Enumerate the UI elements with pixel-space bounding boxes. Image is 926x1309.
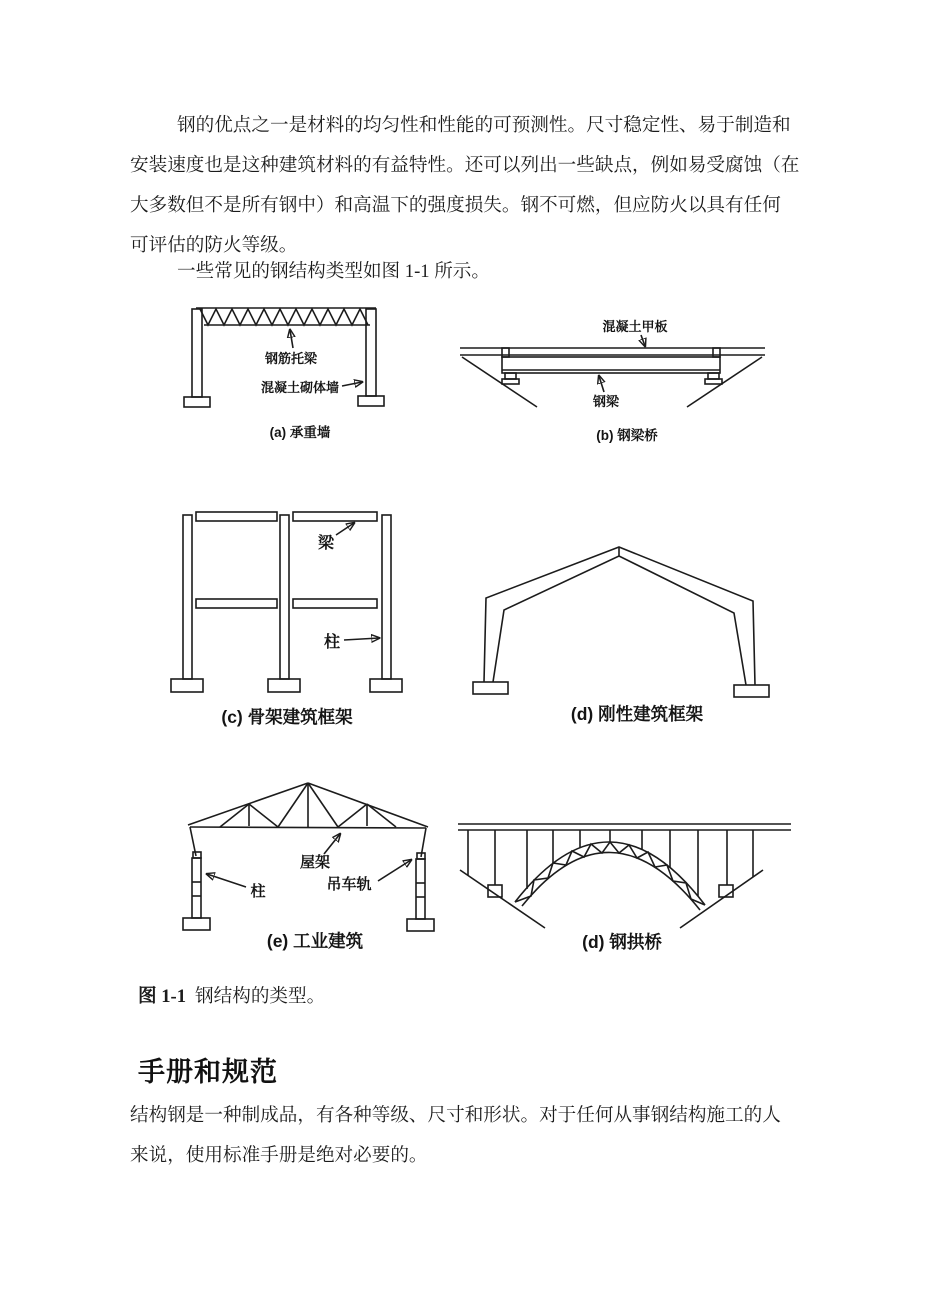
paragraph-line: 钢的优点之一是材料的均匀性和性能的可预测性。尺寸稳定性、易于制造和 — [177, 115, 791, 136]
figure-caption — [138, 982, 325, 1008]
paragraph-steel-advantages — [130, 106, 799, 266]
panel-c-caption: (c) 骨架建筑框架 — [221, 707, 353, 727]
masonry-wall-label: 混凝土砌体墙 — [260, 380, 340, 395]
column-label: 柱 — [250, 883, 266, 900]
panel-industrial-building — [150, 770, 450, 970]
beam-arrow — [336, 523, 354, 535]
crane-rail-arrow — [378, 860, 411, 881]
rigid-frame-outline — [484, 547, 755, 685]
crane-rail-label: 吊车轨 — [326, 876, 372, 893]
panel-arch-bridge — [450, 790, 800, 980]
truss-arch — [515, 842, 705, 910]
figure-caption-text: 钢结构的类型。 — [195, 986, 326, 1007]
rigid-frame-drawing — [460, 505, 800, 735]
bearing-right — [705, 373, 722, 384]
footings — [171, 679, 402, 692]
industrial-building-drawing — [150, 770, 450, 970]
panel-bearing-wall — [150, 298, 410, 446]
panel-d-caption: (d) 刚性建筑框架 — [570, 704, 704, 724]
beam-label: 梁 — [317, 535, 335, 552]
roof-truss-label: 屋架 — [299, 854, 331, 871]
joist-label: 钢筋托梁 — [264, 351, 318, 366]
paragraph-line: 结构钢是一种制成品，有各种等级、尺寸和形状。对于任何从事钢结构施工的人 — [130, 1105, 781, 1126]
joist-arrow — [290, 330, 293, 348]
panel-rigid-frame — [460, 505, 800, 735]
column-arrow — [207, 874, 246, 887]
section-heading-manuals-codes: 手册和规范 — [138, 1057, 278, 1087]
column-arrow — [344, 638, 379, 640]
paragraph-line: 来说，使用标准手册是绝对必要的。 — [130, 1145, 428, 1166]
panel-a-caption: (a) 承重墙 — [269, 425, 331, 440]
panel-f-caption: (d) 钢拱桥 — [582, 932, 662, 952]
roof-truss-arrow — [324, 834, 340, 854]
figure-caption-label: 图 1-1 — [138, 986, 187, 1007]
crane-column-left — [183, 852, 210, 930]
crane-column-right — [407, 853, 434, 931]
skeleton-frame-drawing — [150, 505, 460, 735]
roof-truss — [188, 783, 428, 857]
paragraph-structural-steel — [130, 1096, 781, 1176]
masonry-wall-left — [184, 309, 210, 407]
steel-beam — [502, 348, 720, 373]
hangers-and-piers — [468, 830, 753, 896]
bearing-wall-drawing — [150, 298, 410, 446]
steel-beam-label: 钢梁 — [592, 394, 620, 409]
abutment-slope-right — [687, 357, 762, 407]
bearing-left — [502, 373, 519, 384]
bridge-deck — [458, 824, 791, 830]
bank-slope-left — [460, 870, 545, 928]
panel-beam-bridge — [455, 300, 805, 450]
steel-beam-arrow — [599, 376, 604, 392]
abutment-slope-left — [462, 357, 537, 407]
concrete-deck-label: 混凝土甲板 — [602, 319, 668, 334]
masonry-wall-right — [358, 309, 384, 406]
footings — [473, 682, 769, 697]
masonry-wall-arrow — [342, 382, 362, 386]
panel-b-caption: (b) 钢梁桥 — [596, 428, 658, 443]
column-label: 柱 — [323, 634, 341, 651]
paragraph-line: 可评估的防火等级。 — [130, 235, 298, 256]
paragraph-line: 一些常见的钢结构类型如图 1-1 所示。 — [177, 261, 490, 282]
arch-bridge-drawing — [450, 790, 800, 980]
panel-e-caption: (e) 工业建筑 — [266, 931, 364, 951]
panel-skeleton-frame — [150, 505, 460, 735]
paragraph-line: 大多数但不是所有钢中）和高温下的强度损失。钢不可燃，但应防火以具有任何 — [130, 195, 781, 216]
beam-bridge-drawing — [455, 300, 805, 450]
steel-joist-truss — [196, 308, 376, 325]
columns — [183, 515, 391, 679]
paragraph-figure-intro — [130, 252, 490, 292]
paragraph-line: 安装速度也是这种建筑材料的有益特性。还可以列出一些缺点，例如易受腐蚀（在 — [130, 155, 800, 176]
concrete-deck-arrow — [641, 335, 645, 346]
